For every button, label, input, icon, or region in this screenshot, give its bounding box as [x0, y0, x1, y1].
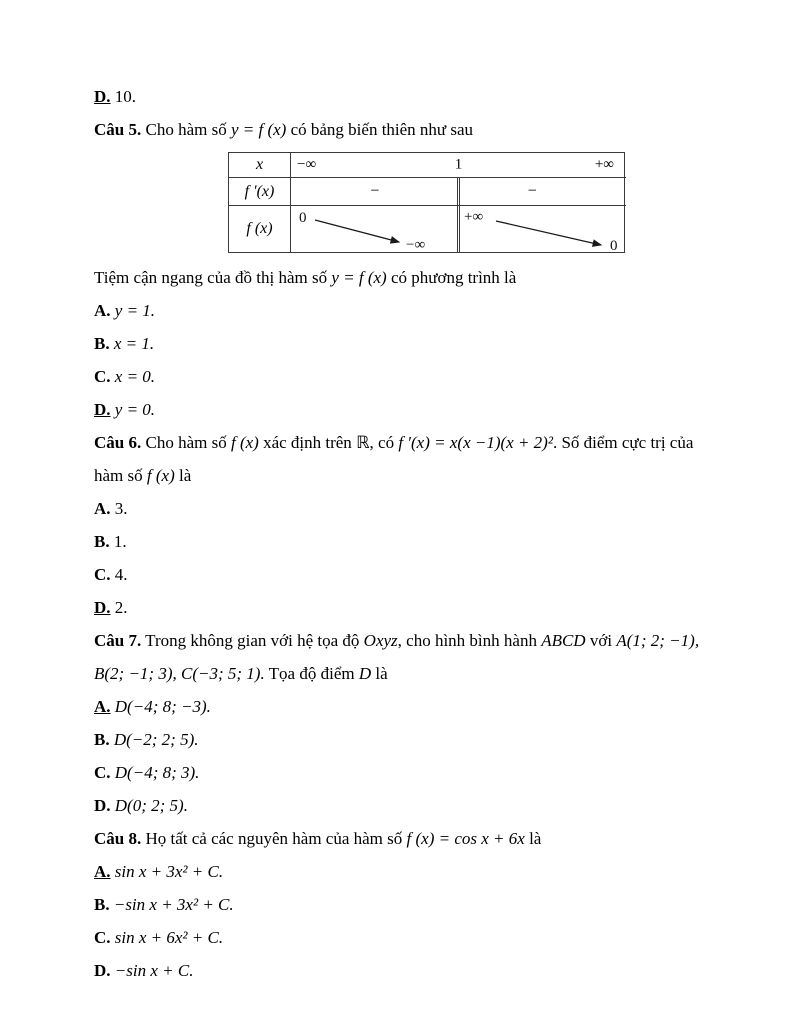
text-segment: là — [371, 664, 388, 683]
q7-statement-line1 — [94, 630, 702, 652]
text-segment: A(1; 2; −1), — [616, 631, 700, 650]
bbt-sign-right: − — [527, 181, 537, 199]
q5-heading — [94, 119, 702, 141]
q5-variation-table — [228, 152, 625, 253]
bbt-x-values-row — [291, 153, 626, 178]
q6-option-c — [94, 564, 702, 586]
bbt-f-header — [229, 206, 291, 252]
bbt-x-header — [229, 153, 291, 178]
bbt-x-left-value: −∞ — [297, 156, 317, 173]
text-segment: xác định trên — [258, 433, 357, 452]
discontinuity-double-bar — [457, 178, 460, 252]
text-segment: y = f (x) — [230, 120, 287, 139]
text-segment: f (x) — [230, 433, 259, 452]
q5-option-a — [94, 300, 702, 322]
q6-option-a — [94, 498, 702, 520]
text-segment: 1. — [109, 532, 127, 551]
q7-option-a — [94, 696, 702, 718]
q7-option-b — [94, 729, 702, 751]
text-segment: −sin x + C. — [114, 961, 194, 980]
q6-statement-line1 — [94, 432, 702, 454]
bbt-fprime-header — [229, 178, 291, 206]
text-segment: ABCD — [541, 631, 586, 650]
text-segment: với — [585, 631, 617, 650]
text-segment: có phương trình là — [386, 268, 517, 287]
text-segment: sin x + 6x² + C. — [114, 928, 224, 947]
text-segment: B. — [94, 532, 110, 551]
text-segment: sin x + 3x² + C. — [114, 862, 224, 881]
bbt-x-header-label: x — [255, 156, 264, 173]
text-segment: ℝ — [356, 433, 370, 452]
text-segment: C. — [94, 763, 111, 782]
bbt-f-left-top-value: 0 — [299, 210, 307, 226]
text-segment: C. — [94, 565, 111, 584]
bbt-sign-left: − — [370, 181, 380, 199]
q8-statement — [94, 828, 702, 850]
text-segment: 3. — [110, 499, 128, 518]
q8-option-b — [94, 894, 702, 916]
text-segment: y = 0. — [114, 400, 156, 419]
text-segment: B. — [94, 334, 110, 353]
text-segment: B. — [94, 730, 110, 749]
text-segment: D(−2; 2; 5). — [113, 730, 199, 749]
bbt-f-right-bottom-value: 0 — [610, 238, 618, 252]
text-segment: C. — [94, 367, 111, 386]
q6-option-b — [94, 531, 702, 553]
text-segment: 4. — [110, 565, 128, 584]
decreasing-arrow-left — [315, 220, 399, 242]
q7-statement-line2 — [94, 663, 702, 685]
text-segment: D — [358, 664, 372, 683]
text-segment: hàm số — [94, 466, 147, 485]
text-segment: f ′(x) = x(x −1)(x + 2)² — [398, 433, 553, 452]
q8-option-d — [94, 960, 702, 982]
decreasing-arrow-right — [496, 221, 601, 245]
text-segment: D(−4; 8; −3). — [114, 697, 211, 716]
text-segment: D. — [94, 796, 111, 815]
text-segment: Câu 5. — [94, 120, 142, 139]
text-segment: y = 1. — [114, 301, 156, 320]
text-segment: y = f (x) — [331, 268, 387, 287]
q7-option-c — [94, 762, 702, 784]
text-segment: x = 1. — [113, 334, 155, 353]
text-segment: f (x) — [146, 466, 175, 485]
text-segment: D(−4; 8; 3). — [114, 763, 200, 782]
text-segment: là — [524, 829, 542, 848]
text-segment: Cho hàm số — [141, 433, 231, 452]
text-segment: −sin x + 3x² + C. — [113, 895, 234, 914]
text-segment: Tiệm cận ngang của đồ thị hàm số — [94, 268, 332, 287]
q5-option-c — [94, 366, 702, 388]
text-segment: 2. — [110, 598, 128, 617]
bbt-x-mid-value: 1 — [454, 156, 463, 173]
q6-statement-line2 — [94, 465, 702, 487]
bbt-x-right-value: +∞ — [594, 156, 614, 173]
q6-option-d — [94, 597, 702, 619]
text-segment: , có — [369, 433, 399, 452]
bbt-fprime-header-label: f ′(x) — [244, 182, 275, 200]
text-segment: Cho hàm số — [141, 120, 231, 139]
q7-option-d — [94, 795, 702, 817]
text-segment: D. — [94, 87, 111, 106]
text-segment: B(2; −1; 3), C(−3; 5; 1). — [94, 664, 265, 683]
text-segment: là — [174, 466, 192, 485]
text-segment: D. — [94, 400, 111, 419]
bbt-f-right-top-value: +∞ — [464, 209, 484, 225]
text-segment: D. — [94, 598, 111, 617]
text-segment: B. — [94, 895, 110, 914]
text-segment: D(0; 2; 5). — [114, 796, 188, 815]
text-segment: . Số điểm cực trị của — [552, 433, 694, 452]
q8-option-c — [94, 927, 702, 949]
text-segment: A. — [94, 697, 111, 716]
q8-option-a — [94, 861, 702, 883]
text-segment: , cho hình bình hành — [397, 631, 542, 650]
text-segment: Câu 6. — [94, 433, 142, 452]
text-segment: có bảng biến thiên như sau — [286, 120, 474, 139]
text-segment: C. — [94, 928, 111, 947]
previous-answer-line — [94, 86, 702, 108]
text-segment: f (x) = cos x + 6x — [406, 829, 525, 848]
q5-option-d — [94, 399, 702, 421]
text-segment: 10. — [110, 87, 137, 106]
text-segment: Họ tất cả các nguyên hàm của hàm số — [141, 829, 407, 848]
text-segment: Trong không gian với hệ tọa độ — [141, 631, 364, 650]
text-segment: D. — [94, 961, 111, 980]
q5-option-b — [94, 333, 702, 355]
q5-question — [94, 267, 702, 289]
text-segment: Tọa độ điểm — [264, 664, 359, 683]
text-segment: Oxyz — [363, 631, 398, 650]
text-segment: Câu 7. — [94, 631, 142, 650]
text-segment: A. — [94, 862, 111, 881]
text-segment: A. — [94, 301, 111, 320]
text-segment: x = 0. — [114, 367, 156, 386]
text-segment: Câu 8. — [94, 829, 142, 848]
bbt-f-left-bottom-value: −∞ — [406, 237, 426, 252]
text-segment: A. — [94, 499, 111, 518]
bbt-f-header-label: f (x) — [246, 220, 273, 237]
